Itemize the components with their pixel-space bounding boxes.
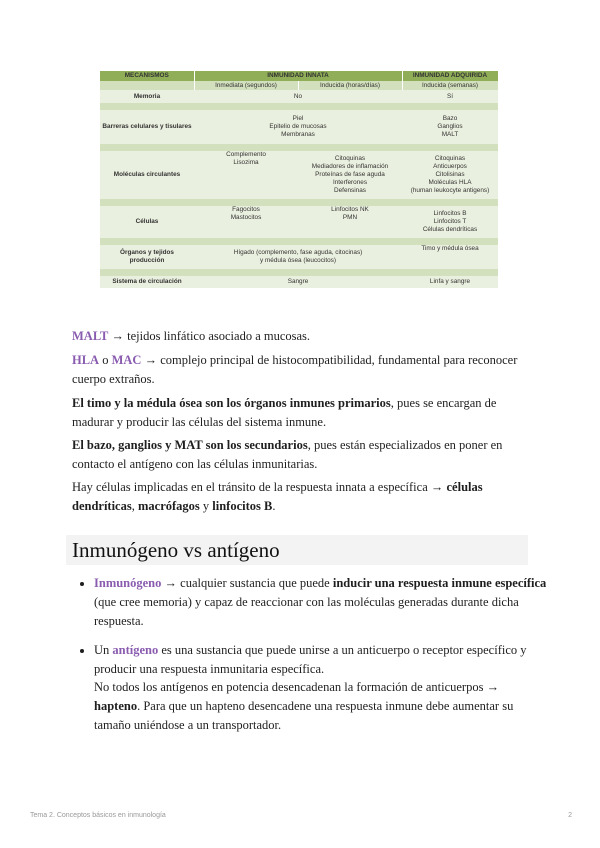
- table-row: Barreras celulares y tisulares Piel Epitelio de mucosas Membranas Bazo Ganglios MALT: [100, 110, 498, 144]
- table-row: Sistema de circulación Sangre Linfa y sangre: [100, 276, 498, 288]
- page-number: 2: [568, 812, 572, 819]
- immunity-table: [100, 71, 499, 288]
- subheader-inducida: Inducida (horas/días): [298, 81, 402, 90]
- table-row: Moléculas circulantes Complemento Lisozima Citoquinas Mediadores de inflamación Proteínas de fase aguda Interferones Defensinas Citoquinas Anticuerpos Citolisinas Moléculas HLA (human leukocyte antigens): [100, 151, 498, 199]
- immunity-table-figure: [100, 71, 498, 288]
- subheader-adquirida: Inducida (semanas): [402, 81, 498, 90]
- hapteno-note: No todos los antígenos en potencia desencadenan la formación de anticuerpos → hapteno. Para que un hapteno desencadene una respuesta inmune debe aumentar su tamaño uniéndose a un transportador.: [94, 680, 514, 732]
- table-header-row: [100, 71, 498, 81]
- primary-organs-paragraph: El timo y la médula ósea son los órganos inmunes primarios, pues se encargan de madurar y producir las células del sistema inmune.: [72, 396, 497, 429]
- table-row: Memoria No Sí: [100, 90, 498, 103]
- list-item: • Un antígeno es una sustancia que puede unirse a un anticuerpo o receptor específico y producir una respuesta inmunitaria específica.: [94, 641, 550, 679]
- definitions-list: [72, 574, 550, 689]
- header-innata: INMUNIDAD INNATA: [194, 71, 402, 81]
- secondary-organs-paragraph: El bazo, ganglios y MAT son los secundarios, pues están especializados en poner en contacto el antígeno con las células inmunitarias.: [72, 438, 503, 471]
- header-mecanismos: MECANISMOS: [100, 71, 194, 81]
- table-row: Órganos y tejidos producción Hígado (complemento, fase aguda, citocinas) y médula ósea (leucocitos) Timo y médula ósea: [100, 245, 498, 269]
- table-row: Células Fagocitos Mastocitos Linfocitos NK PMN Linfocitos B Linfocitos T Células dendríticas: [100, 206, 498, 238]
- hla-paragraph: HLA o MAC → complejo principal de histocompatibilidad, fundamental para reconocer cuerpo extraños.: [72, 353, 518, 386]
- section-heading: Inmunógeno vs antígeno: [72, 538, 280, 562]
- footer-title: Tema 2. Conceptos básicos en inmunología: [30, 812, 166, 819]
- page-footer: [30, 812, 572, 819]
- subheader-inmediata: Inmediata (segundos): [194, 81, 298, 90]
- table-subheader-row: [100, 81, 498, 90]
- malt-paragraph: MALT → tejidos linfático asociado a mucosas.: [72, 329, 311, 343]
- transit-cells-paragraph: Hay células implicadas en el tránsito de la respuesta innata a específica → células dendríticas, macrófagos y linfocitos B.: [72, 480, 483, 513]
- list-item: • Inmunógeno → cualquier sustancia que puede inducir una respuesta inmune específica (que cree memoria) y capaz de reaccionar con las moléculas generadas durante dicha respuesta.: [94, 574, 550, 631]
- header-adquirida: INMUNIDAD ADQUIRIDA: [402, 71, 498, 81]
